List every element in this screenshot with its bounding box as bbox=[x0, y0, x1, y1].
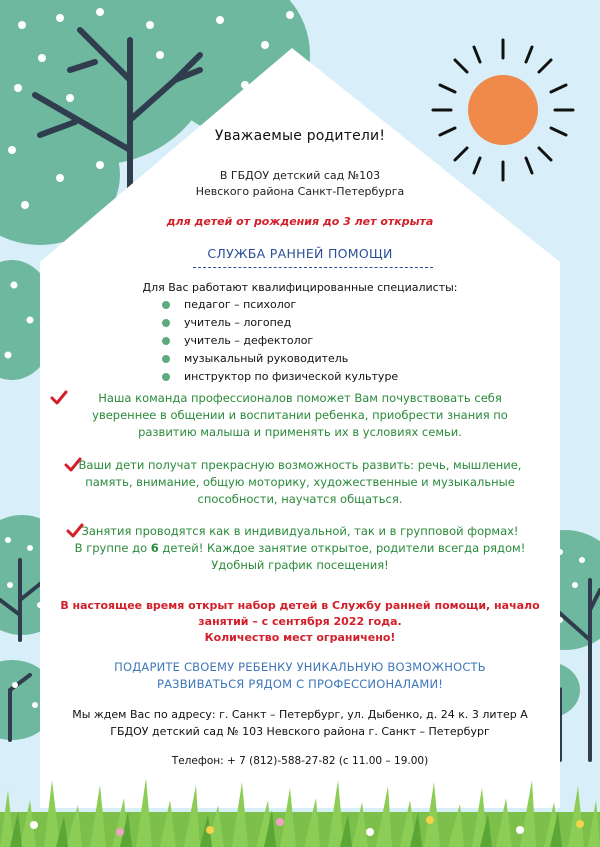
specialists-title: Для Вас работают квалифицированные специалисты: bbox=[142, 281, 458, 294]
bullet-dot-icon bbox=[162, 355, 170, 363]
service-title: СЛУЖБА РАННЕЙ ПОМОЩИ bbox=[207, 246, 393, 261]
address-line-1: Мы ждем Вас по адресу: г. Санкт – Петербург, ул. Дыбенко, д. 24 к. 3 литер А bbox=[72, 708, 528, 721]
gift-line-1: ПОДАРИТЕ СВОЕМУ РЕБЕНКУ УНИКАЛЬНУЮ ВОЗМОЖНОСТЬ bbox=[114, 660, 486, 674]
group-size-number: 6 bbox=[150, 541, 159, 555]
benefit-text-2-line-1: Ваши дети получат прекрасную возможность развить: речь, мышление, bbox=[78, 458, 522, 472]
benefit-text-2-line-3: способности, научатся общаться. bbox=[197, 492, 403, 506]
open-for-text: для детей от рождения до 3 лет открыта bbox=[166, 215, 434, 228]
bullet-dot-icon bbox=[162, 373, 170, 381]
greeting-heading: Уважаемые родители! bbox=[214, 128, 386, 144]
recruit-line-3: Количество мест ограничено! bbox=[204, 631, 396, 644]
bullet-dot-icon bbox=[162, 301, 170, 309]
list-item: учитель – логопед bbox=[160, 314, 398, 332]
org-line-2: Невского района Санкт-Петербурга bbox=[195, 185, 405, 198]
address-line-2: ГБДОУ детский сад № 103 Невского района г. Санкт – Петербург bbox=[110, 725, 490, 738]
bullet-dot-icon bbox=[162, 337, 170, 345]
gift-line-2: РАЗВИВАТЬСЯ РЯДОМ С ПРОФЕССИОНАЛАМИ! bbox=[156, 677, 444, 691]
service-title-underline bbox=[193, 267, 433, 268]
list-item: учитель – дефектолог bbox=[160, 332, 398, 350]
benefit-text-3-line-2: В группе до 6 детей! Каждое занятие открытое, родители всегда рядом! bbox=[74, 541, 526, 555]
benefit-text-3-line-1: Занятия проводятся как в индивидуальной, так и в групповой формах! bbox=[81, 524, 519, 538]
bullet-dot-icon bbox=[162, 319, 170, 327]
benefit-text-1-line-1: Наша команда профессионалов поможет Вам почувствовать себя bbox=[98, 391, 502, 405]
org-line-1: В ГБДОУ детский сад №103 bbox=[219, 169, 381, 182]
recruit-line-2: занятий – с сентября 2022 года. bbox=[198, 615, 402, 628]
list-item: инструктор по физической культуре bbox=[160, 368, 398, 386]
list-item: педагог – психолог bbox=[160, 296, 398, 314]
phone-text: Телефон: + 7 (812)-588-27-82 (с 11.00 – 19.00) bbox=[171, 755, 429, 767]
benefit-text-1-line-3: развитию малыша и применять их в условиях семьи. bbox=[138, 425, 462, 439]
list-item: музыкальный руководитель bbox=[160, 350, 398, 368]
benefit-text-2-line-2: память, внимание, общую моторику, художественные и музыкальные bbox=[85, 475, 515, 489]
recruit-line-1: В настоящее время открыт набор детей в Службу ранней помощи, начало bbox=[60, 599, 540, 612]
benefit-text-1-line-2: увереннее в общении и воспитании ребенка, приобрести знания по bbox=[92, 408, 508, 422]
benefit-text-3-line-3: Удобный график посещения! bbox=[211, 558, 389, 572]
specialists-list bbox=[160, 296, 398, 386]
